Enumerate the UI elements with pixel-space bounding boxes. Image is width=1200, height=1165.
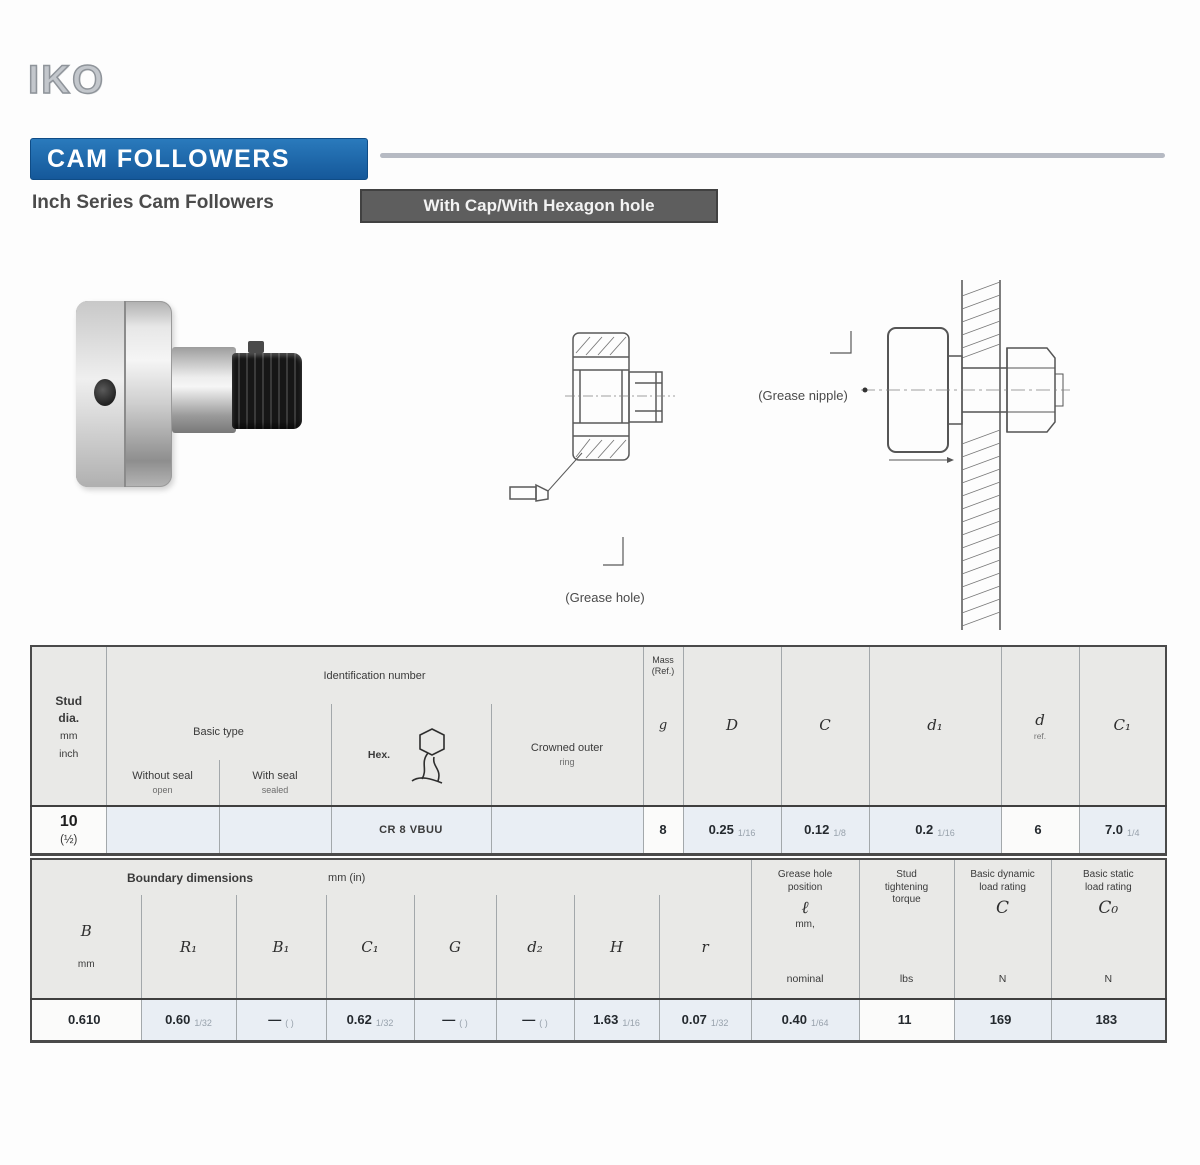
t1-header-dim-C: C <box>781 646 869 806</box>
t2-cell-grease-hole-position: 0.40 1/64 <box>751 999 859 1041</box>
t1-header-identification-number: Identification number <box>106 646 643 704</box>
t1-header-mass: Mass (Ref.) g <box>643 646 683 806</box>
t1-header-crowned: Crowned outer ring <box>491 704 643 806</box>
page-title: CAM FOLLOWERS <box>47 144 291 173</box>
t1-cell-empty <box>491 806 643 854</box>
t2-header-dynamic-load-rating: Basic dynamic load rating C N <box>954 859 1051 999</box>
t2-header-grease-hole-position: Grease hole position ℓ mm, nominal <box>751 859 859 999</box>
t1-cell-stud-dia: 10 (½) <box>31 806 106 854</box>
spec-table-dimensions <box>30 858 1167 1043</box>
t2-header-sym-H: H <box>574 895 659 999</box>
t2-header-sym-r: r <box>659 895 751 999</box>
t2-cell-H: 1.63 1/16 <box>574 999 659 1041</box>
spec-table-identification <box>30 645 1167 856</box>
threaded-end <box>232 353 302 429</box>
t1-header-dim-D: D <box>683 646 781 806</box>
sectional-drawing <box>470 315 880 625</box>
shaft-notch <box>248 341 264 353</box>
t1-header-hex-hole: Hex. <box>331 704 491 806</box>
title-rule <box>380 153 1165 158</box>
cam-follower-photo <box>62 295 334 493</box>
t2-cell-tightening-torque: 11 <box>859 999 954 1041</box>
t1-header-without-seal: Without seal open <box>106 760 219 806</box>
stud-shaft <box>172 347 236 433</box>
t2-cell-r: 0.07 1/32 <box>659 999 751 1041</box>
t1-cell-mass: 8 <box>643 806 683 854</box>
t1-cell-identification-number: CR 8 VBUU <box>331 806 491 854</box>
t1-header-stud-dia: Stud dia. mm inch <box>55 694 83 761</box>
t1-cell-C1: 7.0 1/4 <box>1079 806 1166 854</box>
t1-header-dim-d: d ref. <box>1001 646 1079 806</box>
t1-cell-empty <box>106 806 219 854</box>
mounting-drawing <box>855 260 1145 650</box>
t2-header-tightening-torque: Stud tightening torque lbs <box>859 859 954 999</box>
t2-header-sym-G: G <box>414 895 496 999</box>
brand-logo: IKO <box>28 58 106 102</box>
t1-cell-d1: 0.2 1/16 <box>869 806 1001 854</box>
t2-cell-d2: — ( ) <box>496 999 574 1041</box>
t2-cell-B1: — ( ) <box>236 999 326 1041</box>
series-subtitle: Inch Series Cam Followers <box>32 192 274 213</box>
t2-cell-static-load: 183 <box>1051 999 1166 1041</box>
grease-nipple-label: (Grease nipple) <box>758 388 848 403</box>
feature-badge: With Cap/With Hexagon hole <box>360 189 718 223</box>
t2-header-sym-C1: C₁ <box>326 895 414 999</box>
t2-header-sym-R1: R₁ <box>141 895 236 999</box>
t2-header-static-load-rating: Basic static load rating C₀ N <box>1051 859 1166 999</box>
t2-header-boundary-dimensions: Boundary dimensions mm (in) <box>127 870 366 885</box>
t1-header-dim-d1: d₁ <box>869 646 1001 806</box>
t1-header-with-seal: With seal sealed <box>219 760 331 806</box>
grease-hole-label: (Grease hole) <box>565 590 645 605</box>
hex-hole <box>94 379 116 406</box>
t1-cell-C: 0.12 1/8 <box>781 806 869 854</box>
t1-header-basic-type: Basic type <box>106 704 331 760</box>
t1-cell-d: 6 <box>1001 806 1079 854</box>
t2-cell-C1: 0.62 1/32 <box>326 999 414 1041</box>
t2-cell-dynamic-load: 169 <box>954 999 1051 1041</box>
t1-cell-D: 0.25 1/16 <box>683 806 781 854</box>
t2-header-sym-B: B mm <box>77 922 95 970</box>
t2-cell-R1: 0.60 1/32 <box>141 999 236 1041</box>
t2-header-sym-B1: B₁ <box>236 895 326 999</box>
t2-header-sym-d2: d₂ <box>496 895 574 999</box>
t1-header-dim-C1: C₁ <box>1079 646 1166 806</box>
t2-cell-B: 0.610 <box>31 999 141 1041</box>
t2-cell-G: — ( ) <box>414 999 496 1041</box>
t1-cell-empty <box>219 806 331 854</box>
page-title-bar <box>30 138 368 180</box>
hexagon-hole-icon <box>398 723 454 787</box>
